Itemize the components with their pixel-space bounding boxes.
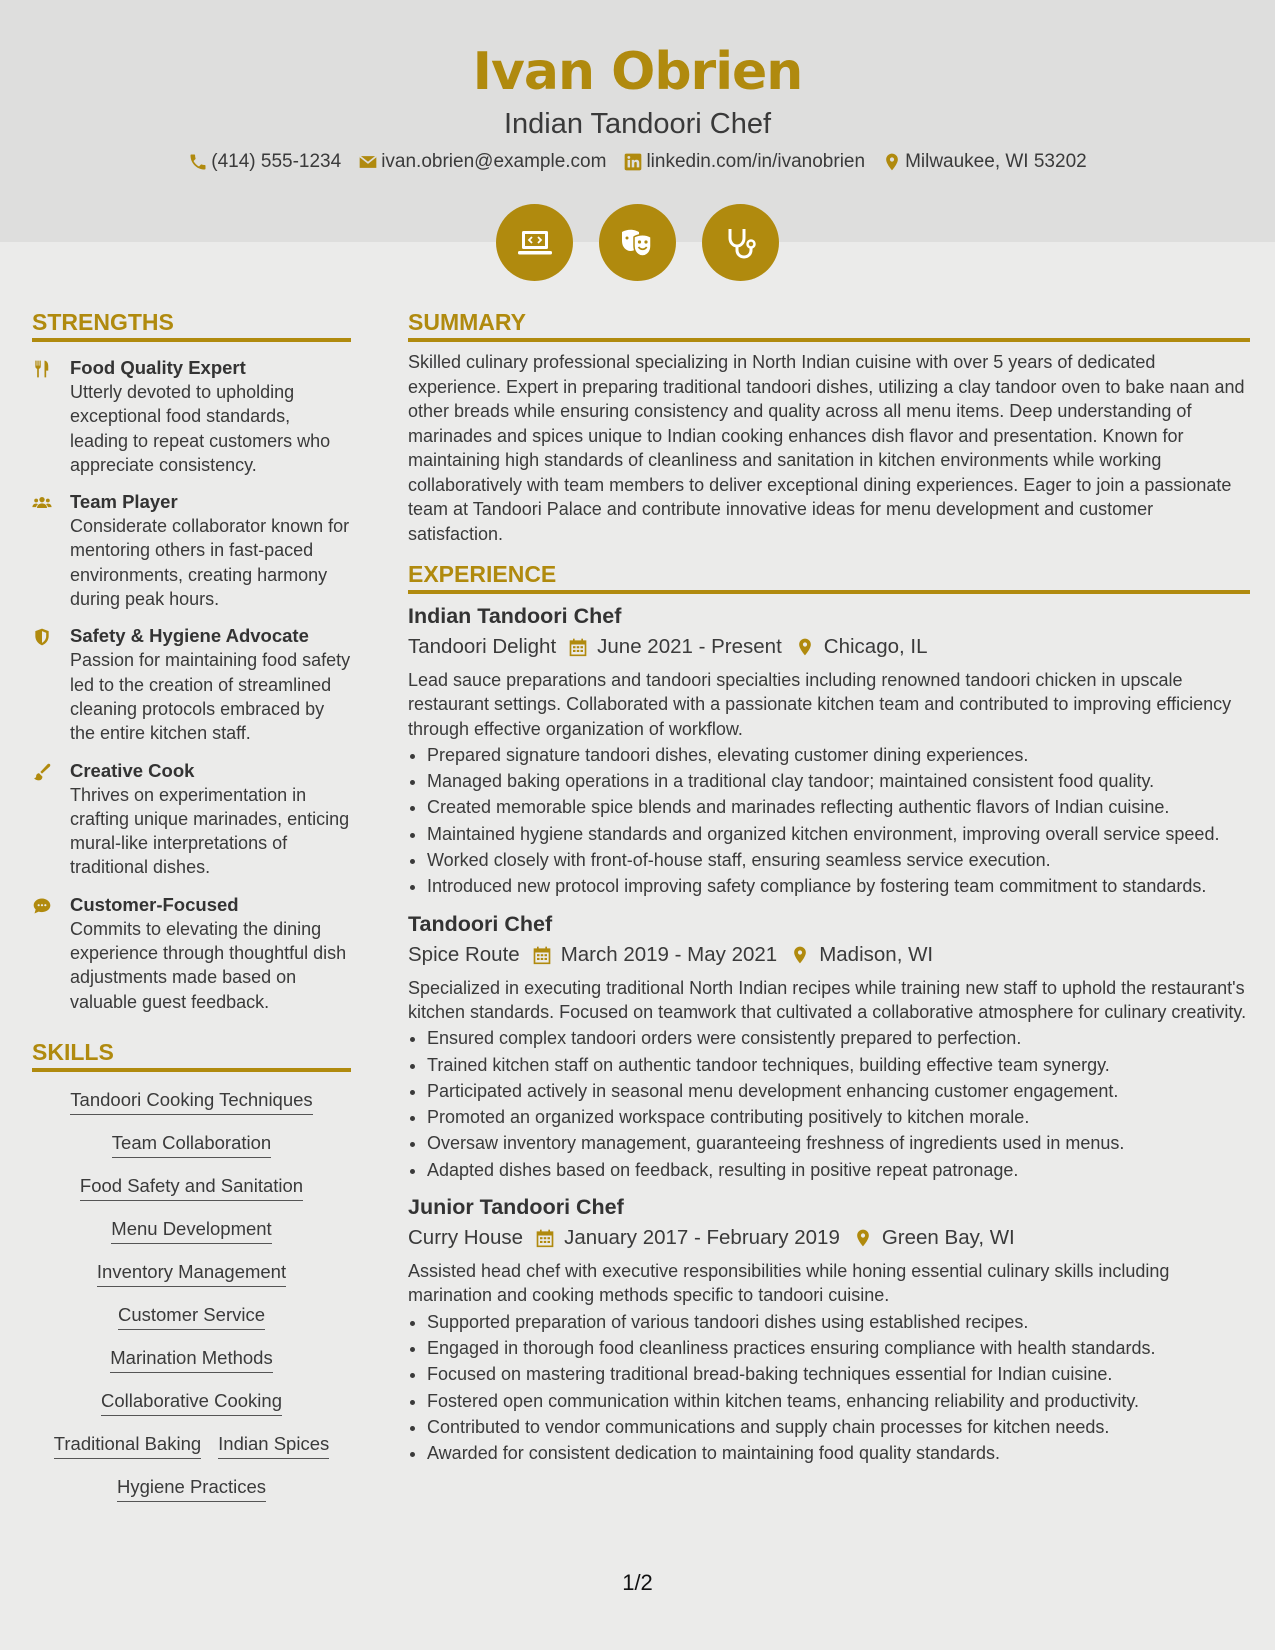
- comment-dots-icon: [32, 896, 52, 916]
- location-text: Milwaukee, WI 53202: [905, 151, 1087, 172]
- badge-laptop: [496, 204, 573, 281]
- bullet-item: • Focused on mastering traditional bread-baking techniques essential for Indian cuisine.: [427, 1362, 1250, 1386]
- bullet-item: • Promoted an organized workspace contributing positively to kitchen morale.: [427, 1105, 1250, 1129]
- location-pin-icon: [882, 152, 902, 172]
- badge-stethoscope: [702, 204, 779, 281]
- bullet-item: • Awarded for consistent dedication to maintaining food quality standards.: [427, 1441, 1250, 1465]
- job-company: Curry House: [408, 1226, 524, 1250]
- location-pin-icon: [790, 945, 810, 965]
- strengths-heading: STRENGTHS: [32, 308, 351, 342]
- skill-tag: Inventory Management: [97, 1260, 286, 1287]
- skill-tag: Team Collaboration: [112, 1131, 271, 1158]
- contact-bar: [0, 151, 1275, 173]
- strength-description: Utterly devoted to upholding exceptional food standards, leading to repeat customers who appreciate consistency.: [70, 382, 331, 475]
- skills-heading: SKILLS: [32, 1038, 351, 1072]
- laptop-code-icon: [515, 223, 555, 263]
- summary-heading: SUMMARY: [408, 308, 1250, 342]
- bullet-item: • Supported preparation of various tandoori dishes using established recipes.: [427, 1310, 1250, 1334]
- bullet-item: • Adapted dishes based on feedback, resulting in positive repeat patronage.: [427, 1158, 1250, 1182]
- bullet-item: • Created memorable spice blends and marinades reflecting authentic flavors of Indian cuisine.: [427, 795, 1250, 819]
- job-meta: [408, 1223, 1250, 1253]
- strength-item: [32, 759, 351, 880]
- linkedin-text: linkedin.com/in/ivanobrien: [646, 151, 866, 172]
- job-description: Lead sauce preparations and tandoori specialties including renowned tandoori chicken in upscale restaurant settings. Collaborated with a passionate kitchen team and contributed to improving efficiency through effective organization of workflow.: [408, 670, 1232, 739]
- bullet-item: • Prepared signature tandoori dishes, elevating customer dining experiences.: [427, 743, 1250, 767]
- utensils-icon: [32, 359, 52, 379]
- strength-item: [32, 490, 351, 611]
- left-column: [32, 308, 351, 1511]
- badge-row: [0, 204, 1275, 281]
- job-dates: January 2017 - February 2019: [564, 1226, 840, 1250]
- contact-email[interactable]: [358, 151, 606, 173]
- job-description: Assisted head chef with executive responsibilities while honing essential culinary skills including marination and cooking methods specific to tandoori cuisine.: [408, 1261, 1170, 1306]
- skills-list: [32, 1081, 351, 1511]
- skill-tag: Menu Development: [111, 1217, 271, 1244]
- envelope-icon: [358, 152, 378, 172]
- job-company: Tandoori Delight: [408, 635, 557, 658]
- theater-masks-icon: [618, 223, 658, 263]
- job-role: Junior Tandoori Chef: [408, 1195, 624, 1220]
- candidate-name: Ivan Obrien: [472, 42, 803, 102]
- email-text: ivan.obrien@example.com: [381, 151, 607, 172]
- paint-brush-icon: [32, 762, 52, 782]
- job-bullets: [408, 1026, 1250, 1182]
- bullet-item: • Oversaw inventory management, guaranteeing freshness of ingredients used in menus.: [427, 1131, 1250, 1155]
- skill-tag: Collaborative Cooking: [101, 1389, 282, 1416]
- bullet-item: • Contributed to vendor communications and supply chain processes for kitchen needs.: [427, 1415, 1250, 1439]
- bullet-item: • Ensured complex tandoori orders were consistently prepared to perfection.: [427, 1026, 1250, 1050]
- strength-title: Customer-Focused: [70, 893, 239, 915]
- shield-icon: [32, 627, 52, 647]
- job-dates: June 2021 - Present: [597, 635, 782, 658]
- calendar-icon: [568, 637, 588, 657]
- skill-tag: Traditional Baking: [54, 1432, 201, 1459]
- skill-tag: Tandoori Cooking Techniques: [70, 1088, 312, 1115]
- strength-title: Creative Cook: [70, 759, 195, 781]
- phone-text: (414) 555-1234: [211, 151, 342, 172]
- skill-tag: Indian Spices: [218, 1432, 329, 1459]
- calendar-icon: [532, 945, 552, 965]
- bullet-item: • Maintained hygiene standards and organized kitchen environment, improving overall service speed.: [427, 822, 1250, 846]
- experience-heading: EXPERIENCE: [408, 560, 1250, 594]
- bullet-item: • Introduced new protocol improving safety compliance by fostering team commitment to standards.: [427, 874, 1250, 898]
- summary-text: Skilled culinary professional specializing in North Indian cuisine with over 5 years of dedicated experience. Expert in preparing traditional tandoori dishes, utilizing a clay tandoor oven to bake naan and other breads while ensuring consistency and quality across all menu items. Deep understanding of marinades and spices unique to Indian cooking enhances dish flavor and presentation. Known for maintaining high standards of cleanliness and sanitation in kitchen environments while working collaboratively with team members to deliver exceptional dining experiences. Eager to join a passionate team at Tandoori Palace and contribute innovative ideas for menu development and customer satisfaction.: [408, 352, 1245, 544]
- bullet-item: • Fostered open communication within kitchen teams, enhancing reliability and productivity.: [427, 1389, 1250, 1413]
- job-location: Chicago, IL: [823, 635, 928, 658]
- contact-location: [882, 151, 1087, 173]
- contact-linkedin[interactable]: [623, 151, 865, 173]
- stethoscope-icon: [721, 223, 761, 263]
- job-bullets: [408, 1310, 1250, 1466]
- bullet-item: • Engaged in thorough food cleanliness practices ensuring compliance with health standards.: [427, 1336, 1250, 1360]
- phone-icon: [188, 152, 208, 172]
- users-icon: [32, 493, 52, 513]
- strength-item: [32, 624, 351, 745]
- linkedin-icon: [623, 152, 643, 172]
- location-pin-icon: [853, 1228, 873, 1248]
- strength-item: [32, 356, 351, 477]
- bullet-item: • Managed baking operations in a traditional clay tandoor; maintained consistent food quality.: [427, 769, 1250, 793]
- job-entry: [408, 602, 1250, 899]
- contact-phone[interactable]: [188, 151, 341, 173]
- strength-description: Considerate collaborator known for mentoring others in fast-paced environments, creating harmony during peak hours.: [70, 516, 350, 610]
- strength-title: Safety & Hygiene Advocate: [70, 625, 309, 647]
- strength-description: Commits to elevating the dining experience through thoughtful dish adjustments made based on valuable guest feedback.: [70, 918, 347, 1012]
- job-role: Indian Tandoori Chef: [408, 604, 622, 628]
- badge-masks: [599, 204, 676, 281]
- bullet-item: • Worked closely with front-of-house staff, ensuring seamless service execution.: [427, 848, 1250, 872]
- job-location: Madison, WI: [819, 942, 934, 966]
- job-company: Spice Route: [408, 942, 520, 966]
- page-number: 1/2: [622, 1570, 653, 1595]
- job-dates: March 2019 - May 2021: [560, 942, 778, 966]
- skill-tag: Customer Service: [118, 1303, 265, 1330]
- job-entry: [408, 910, 1250, 1182]
- right-column: [408, 308, 1250, 1465]
- job-role: Tandoori Chef: [408, 911, 553, 936]
- job-meta: [408, 940, 1250, 970]
- job-title: Indian Tandoori Chef: [503, 108, 772, 140]
- job-description: Specialized in executing traditional North Indian recipes while training new staff to uphold the restaurant's kitchen standards. Focused on teamwork that cultivated a collaborative atmosphere for culinary creativity.: [408, 977, 1247, 1022]
- job-meta: [408, 632, 1250, 662]
- skill-tag: Food Safety and Sanitation: [80, 1174, 303, 1201]
- skill-tag: Marination Methods: [110, 1346, 272, 1373]
- bullet-item: • Participated actively in seasonal menu development enhancing customer engagement.: [427, 1079, 1250, 1103]
- strength-description: Thrives on experimentation in crafting unique marinades, enticing mural-like interpretations of traditional dishes.: [70, 784, 350, 878]
- bullet-item: • Trained kitchen staff on authentic tandoor techniques, building effective team synergy.: [427, 1053, 1250, 1077]
- job-location: Green Bay, WI: [881, 1226, 1015, 1250]
- location-pin-icon: [795, 637, 815, 657]
- skill-tag: Hygiene Practices: [117, 1475, 266, 1502]
- job-bullets: [408, 743, 1250, 899]
- strength-description: Passion for maintaining food safety led to the creation of streamlined cleaning protocols embraced by the entire kitchen staff.: [70, 650, 351, 744]
- strength-title: Team Player: [70, 491, 178, 513]
- strength-item: [32, 893, 351, 1014]
- strength-title: Food Quality Expert: [70, 357, 246, 378]
- calendar-icon: [535, 1228, 555, 1248]
- job-entry: [408, 1193, 1250, 1465]
